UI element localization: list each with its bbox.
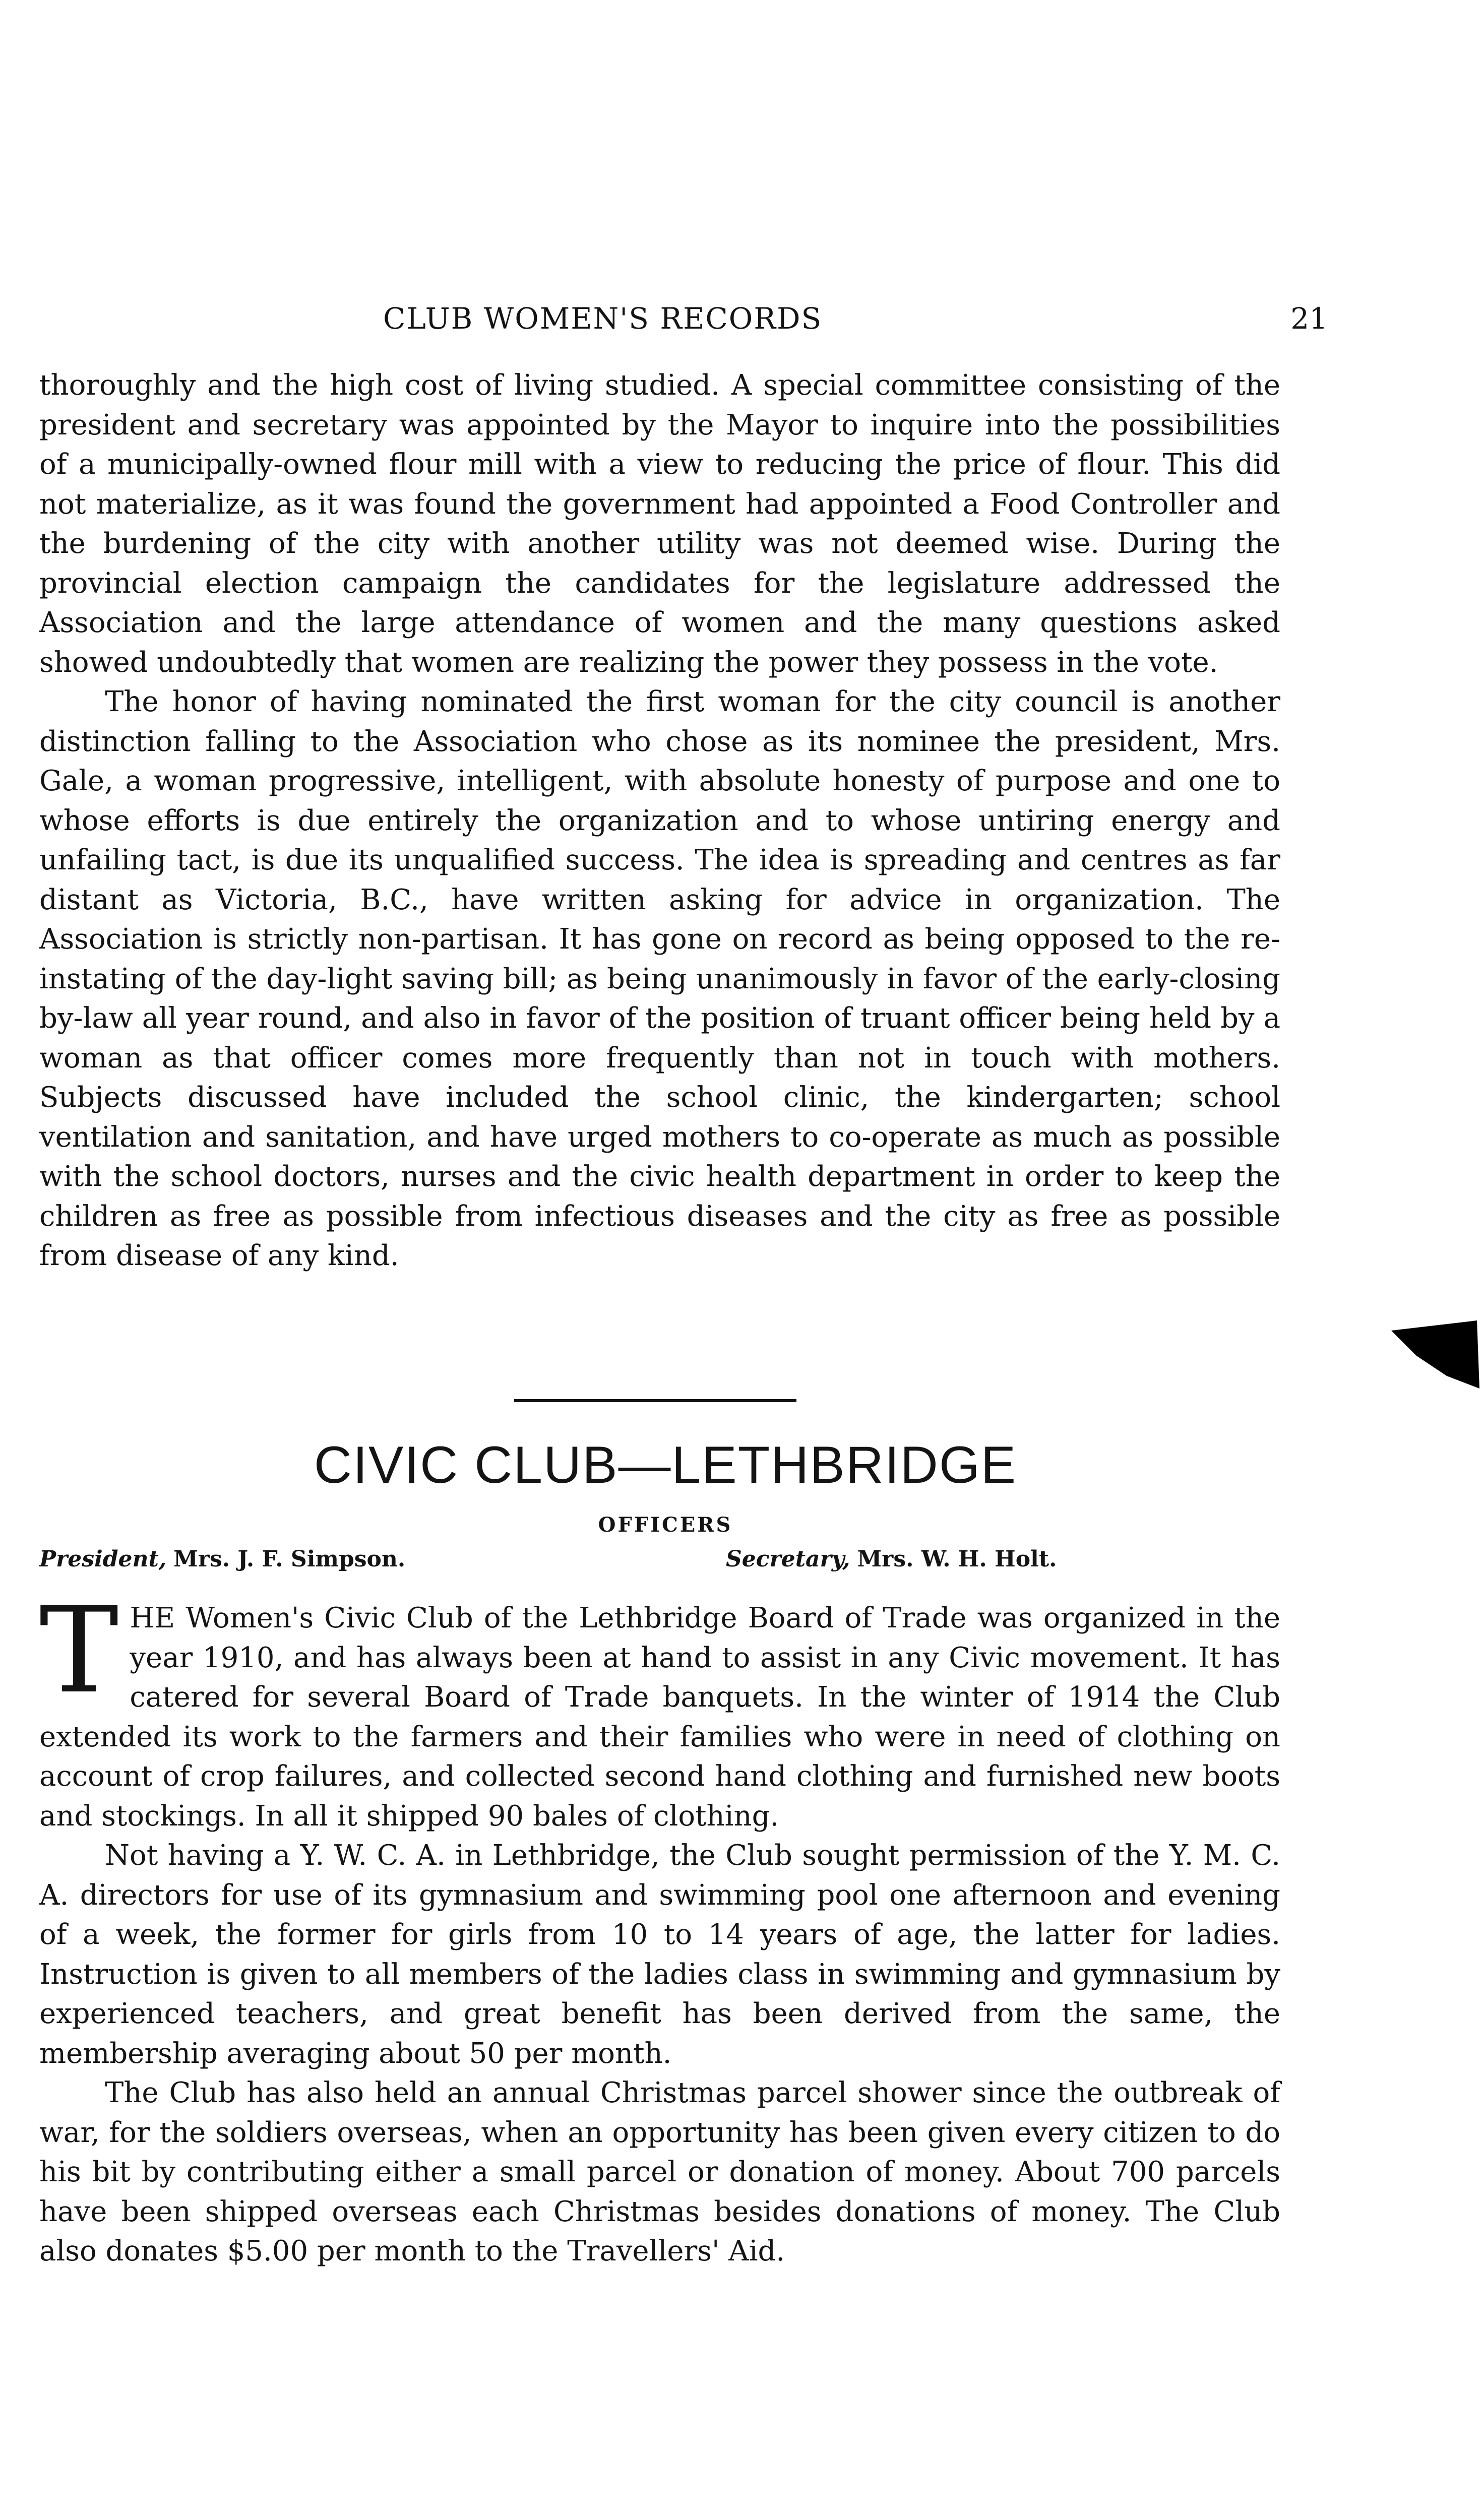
section-title: CIVIC CLUB—LETHBRIDGE <box>314 1436 1017 1494</box>
paragraph: Not having a Y. W. C. A. in Lethbridge, the Club sought permission of the Y. M. C. A. directors for use of its gymnasium and swimming pool one afternoon and evening of a week, the former for girls from 10 to 14 years of age, the latter for ladies. Instruction is given to all members of the ladies class in swimming and gymnasium by experienced teachers, and great benefit has been derived from the same, the membership averaging about 50 per month. <box>39 1839 1280 2070</box>
drop-cap: T <box>39 1581 119 1720</box>
officer-name: Mrs. J. F. Simpson. <box>173 1546 406 1572</box>
officer-role: Secretary, <box>726 1546 850 1572</box>
ink-blot-mark <box>1386 1320 1482 1391</box>
officer-secretary <box>726 1546 1057 1572</box>
paragraph: The honor of having nominated the first woman for the city council is another distinction falling to the Association who chose as its nominee the president, Mrs. Gale, a woman progressive, intelligent, with absolute honesty of purpose and one to whose efforts is due entirely the organization and to whose untiring energy and unfailing tact, is due its unqualified success. The idea is spreading and centres as far distant as Victoria, B.C., have written asking for advice in organization. The Association is strictly non-partisan. It has gone on record as being opposed to the re-instating of the day-light saving bill; as being unanimously in favor of the early-closing by-law all year round, and also in favor of the position of truant officer being held by a woman as that officer comes more frequently than not in touch with mothers. Subjects discussed have included the school clinic, the kindergarten; school ventilation and sanitation, and have urged mothers to co-operate as much as possible with the school doctors, nurses and the civic health department in order to keep the children as free as possible from infectious diseases and the city as free as possible from disease of any kind. <box>39 685 1280 1272</box>
officer-president <box>39 1546 405 1572</box>
section-divider <box>514 1399 796 1402</box>
running-head: CLUB WOMEN'S RECORDS <box>383 301 823 336</box>
paragraph: The Club has also held an annual Christmas parcel shower since the outbreak of war, for the soldiers overseas, when an opportunity has been given every citizen to do his bit by contributing either a small parcel or donation of money. About 700 parcels have been shipped overseas each Christmas besides donations of money. The Club also donates $5.00 per month to the Travellers' Aid. <box>39 2076 1280 2267</box>
paragraph-text: HE Women's Civic Club of the Lethbridge Board of Trade was organized in the year 1910, and has always been at hand to assist in any Civic movement. It has catered for several Board of Trade banquets. In the winter of 1914 the Club extended its work to the farmers and their families who were in need of clothing on account of crop failures, and collected second hand clothing and furnished new boots and stockings. In all it shipped 90 bales of clothing. <box>39 1602 1280 1833</box>
paragraph <box>39 1581 1280 1836</box>
paragraph: thoroughly and the high cost of living studied. A special committee consisting of the president and secretary was appointed by the Mayor to inquire into the possibilities of a municipally-owned flour mill with a view to reducing the price of flour. This did not materialize, as it was found the government had appointed a Food Controller and the burdening of the city with another utility was not deemed wise. During the provincial election campaign the candidates for the legislature addressed the Association and the large attendance of women and the many questions asked showed undoubtedly that women are realizing the power they possess in the vote. <box>39 369 1280 679</box>
officer-role: President, <box>39 1546 167 1572</box>
officer-name: Mrs. W. H. Holt. <box>857 1546 1057 1572</box>
article-continuation <box>39 366 1280 1276</box>
officers-heading: OFFICERS <box>598 1513 733 1537</box>
club-article <box>39 1581 1280 2272</box>
page-number: 21 <box>1290 301 1328 336</box>
